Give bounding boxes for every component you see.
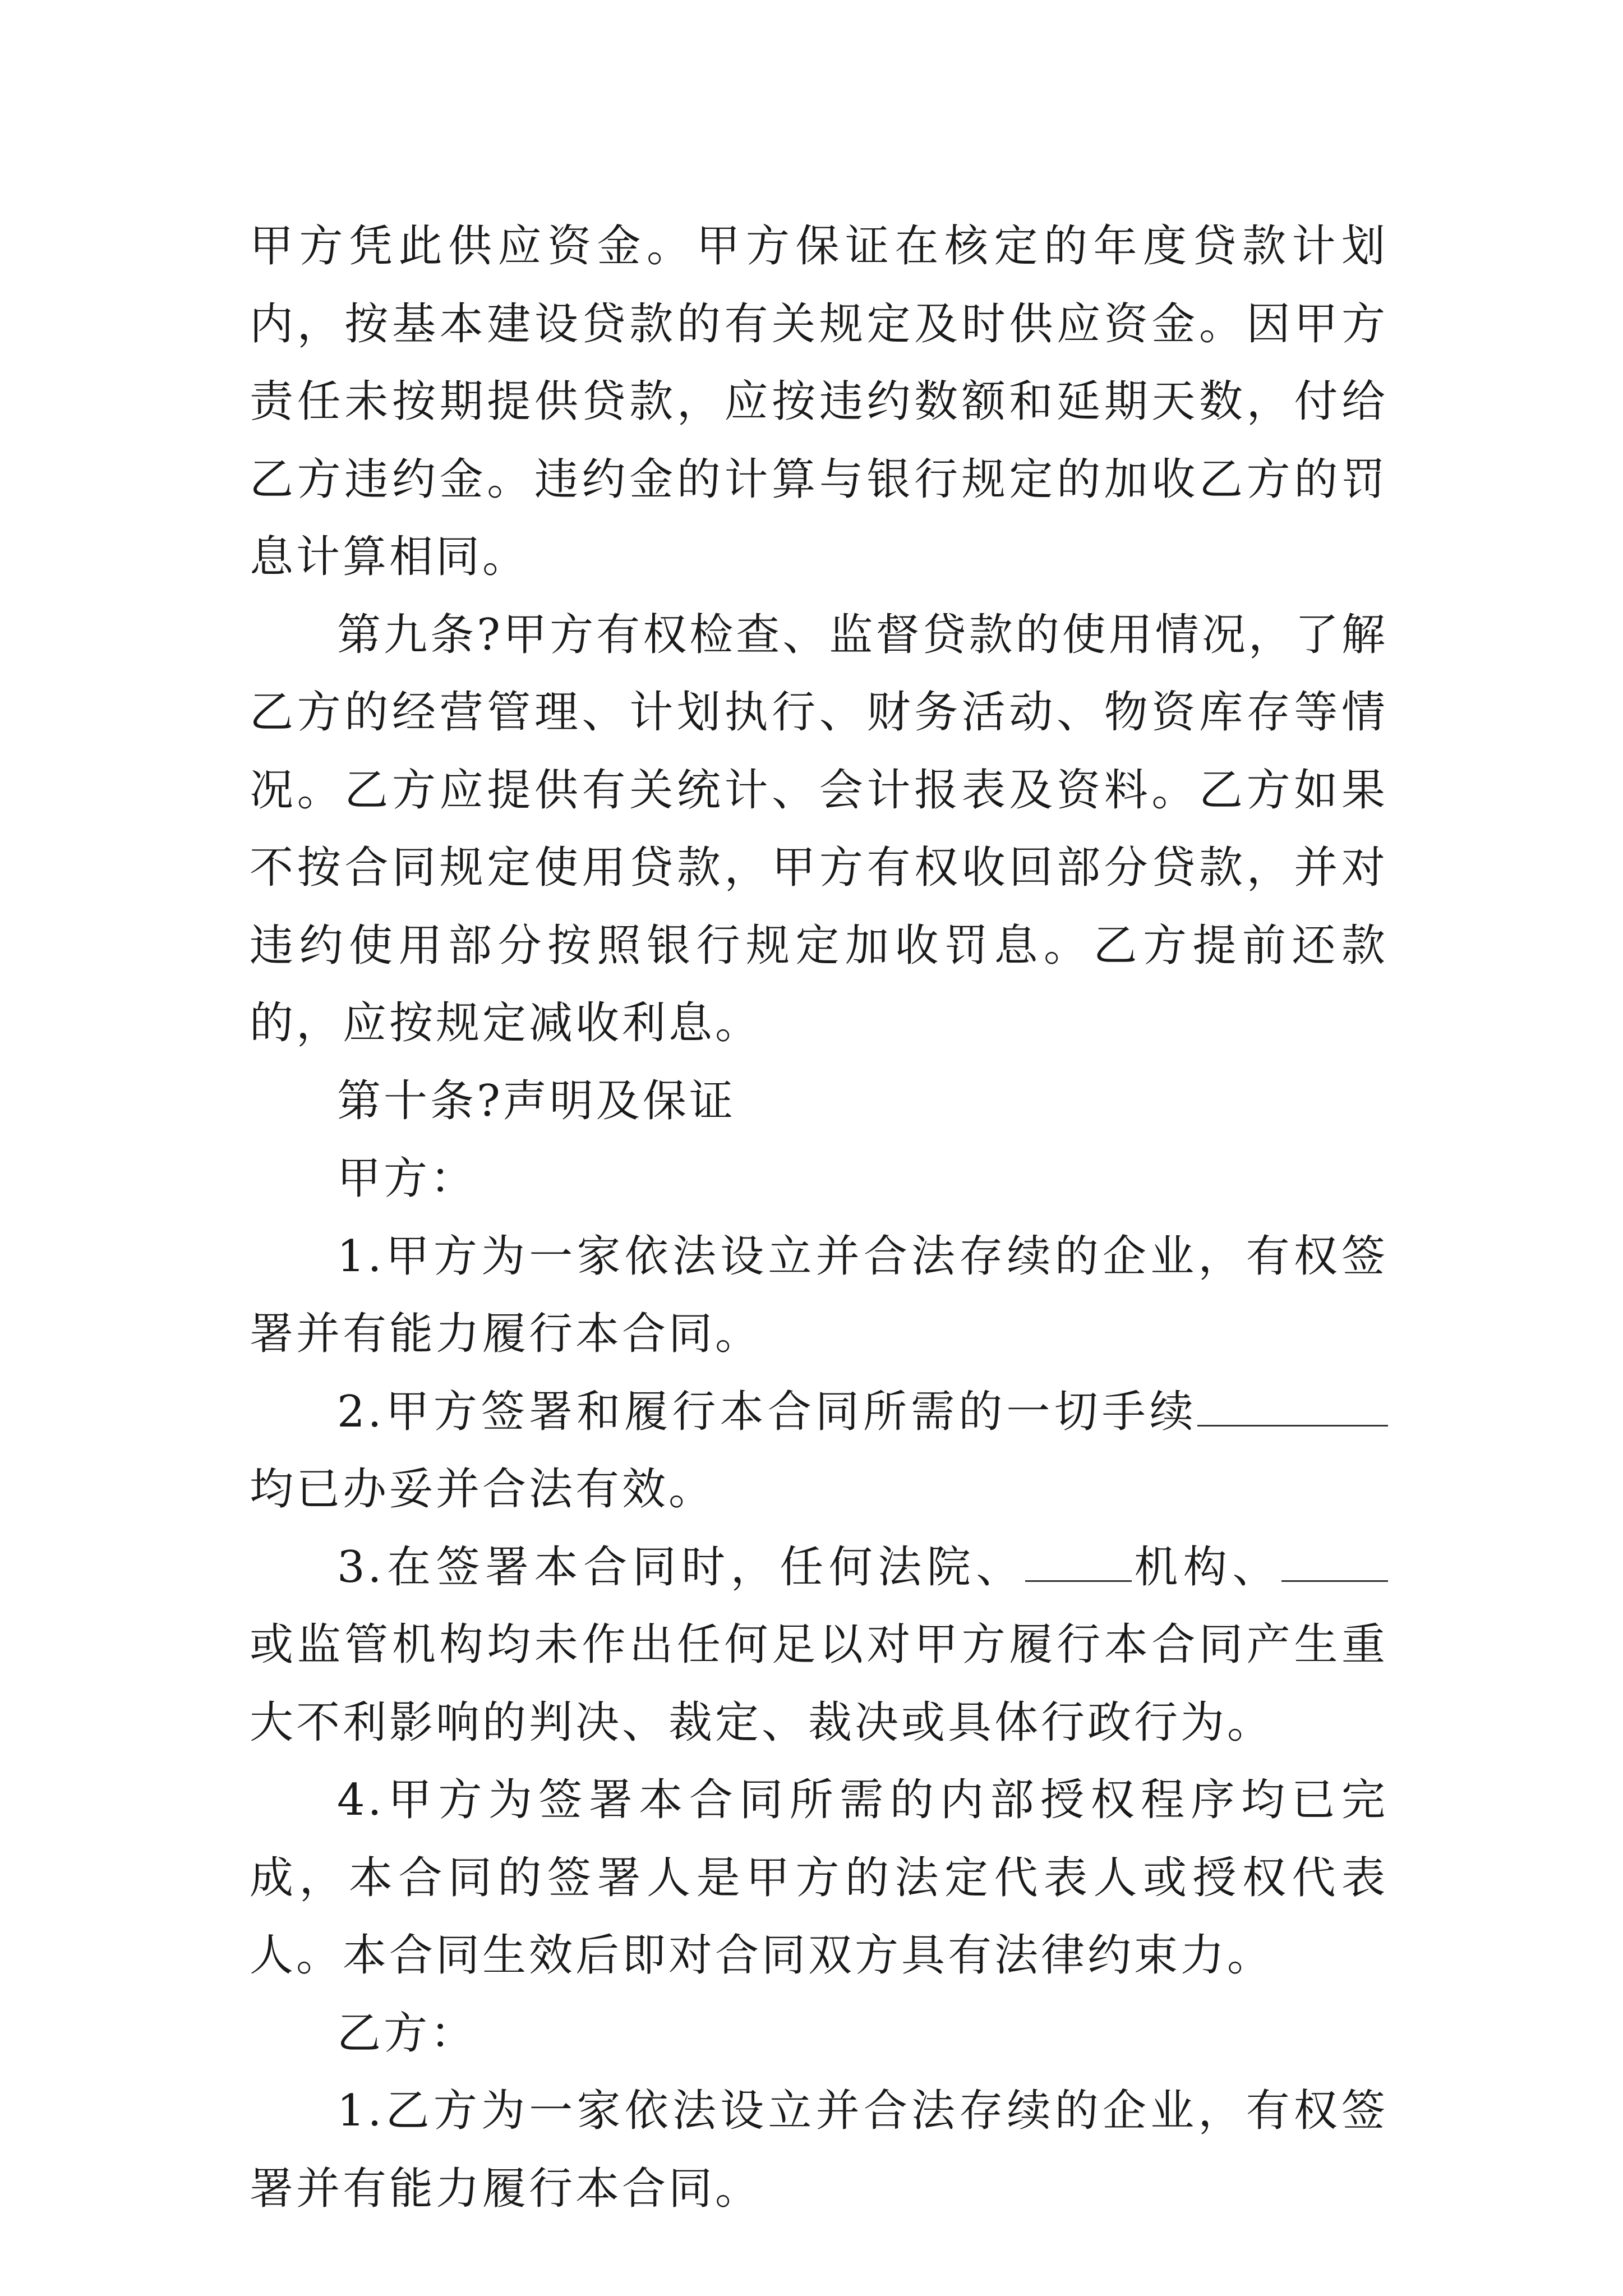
paragraph-party-a-item-3: [250, 1529, 1388, 1762]
fill-in-blank: [1281, 1547, 1388, 1582]
party-a-item-2-text-end: 均已办妥并合法有效。: [250, 1464, 716, 1515]
party-a-item-2-text-start: 2.甲方签署和履行本合同所需的一切手续: [337, 1386, 1197, 1437]
paragraph-party-b-item-1: 1.乙方为一家依法设立并合法存续的企业，有权签署并有能力履行本合同。: [250, 2086, 1388, 2214]
fill-in-blank: [1025, 1547, 1132, 1582]
paragraph-party-a-heading: 甲方：: [337, 1153, 477, 1204]
fill-in-blank: [1197, 1391, 1388, 1427]
paragraph-party-b-heading: 乙方：: [337, 2008, 477, 2059]
party-a-item-3-text-middle: 机构、: [1131, 1542, 1281, 1593]
paragraph-party-a-item-1: 1.甲方为一家依法设立并合法存续的企业，有权签署并有能力履行本合同。: [250, 1231, 1388, 1359]
party-a-item-3-text-start: 3.在签署本合同时，任何法院、: [337, 1542, 1025, 1593]
document-body: [250, 208, 1388, 2228]
party-a-item-3-text-end: 或监管机构均未作出任何足以对甲方履行本合同产生重大不利影响的判决、裁定、裁决或具体行政行为。: [250, 1619, 1388, 1748]
paragraph-article-10-title: 第十条?声明及保证: [337, 1075, 736, 1126]
paragraph-party-a-item-4: 4.甲方为签署本合同所需的内部授权程序均已完成，本合同的签署人是甲方的法定代表人或授权代表人。本合同生效后即对合同双方具有法律约束力。: [250, 1775, 1388, 1981]
paragraph-article-9: 第九条?甲方有权检查、监督贷款的使用情况，了解乙方的经营管理、计划执行、财务活动、物资库存等情况。乙方应提供有关统计、会计报表及资料。乙方如果不按合同规定使用贷款，甲方有权收回部分贷款，并对违约使用部分按照银行规定加收罚息。乙方提前还款的，应按规定减收利息。: [250, 609, 1388, 1048]
paragraph-funding-guarantee: 甲方凭此供应资金。甲方保证在核定的年度贷款计划内，按基本建设贷款的有关规定及时供应资金。因甲方责任未按期提供贷款，应按违约数额和延期天数，付给乙方违约金。违约金的计算与银行规定的加收乙方的罚息计算相同。: [250, 221, 1388, 582]
paragraph-party-a-item-2: [250, 1373, 1388, 1529]
